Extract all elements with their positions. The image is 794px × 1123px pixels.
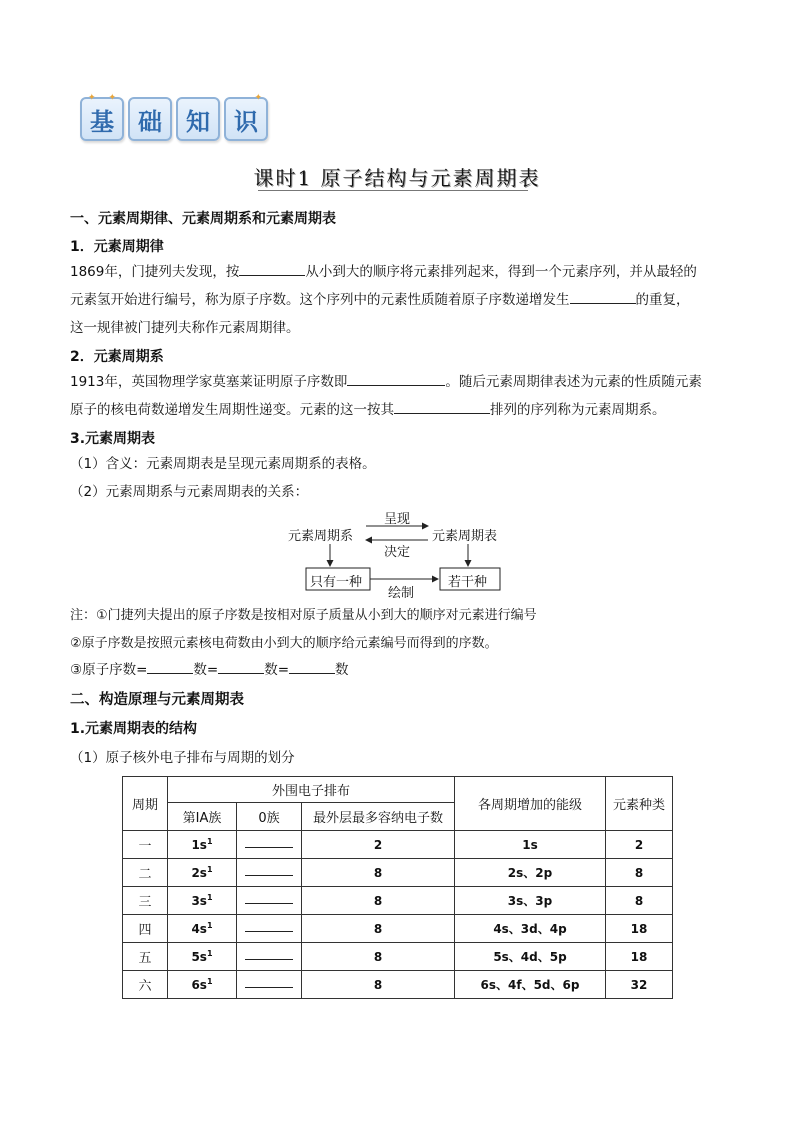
cell-max: 8	[302, 887, 455, 915]
cell-period: 五	[123, 943, 168, 971]
page-title: 课时1 原子结构与元素周期表	[253, 166, 541, 190]
cell-period: 三	[123, 887, 168, 915]
cell-zero-blank[interactable]	[237, 831, 302, 859]
cell-kinds: 32	[606, 971, 673, 999]
cell-ia: $2s^1$	[168, 859, 237, 887]
cell-max: 8	[302, 971, 455, 999]
cell-energy: 3s、3p	[455, 887, 606, 915]
label-present: 呈现	[384, 512, 411, 527]
title-underline	[258, 190, 528, 191]
fill-blank[interactable]	[289, 659, 335, 674]
note-1: 注：①门捷列夫提出的原子序数是按相对原子质量从小到大的顺序对元素进行编号	[70, 608, 537, 623]
banner-tile	[224, 93, 268, 141]
cell-ia: $1s^1$	[168, 831, 237, 859]
cell-kinds: 18	[606, 915, 673, 943]
banner-char: 础	[138, 107, 162, 136]
label-only-one: 只有一种	[310, 575, 363, 590]
cell-max: 2	[302, 831, 455, 859]
cell-max: 8	[302, 943, 455, 971]
cell-kinds: 18	[606, 943, 673, 971]
banner-char: 基	[90, 107, 114, 136]
cell-ia: $4s^1$	[168, 915, 237, 943]
fill-blank[interactable]	[218, 659, 264, 674]
paragraph-periodic-law: 1869年，门捷列夫发现，按 从小到大的顺序将元素排列起来，得到一个元素序列，并从最轻的 元素氢开始进行编号，称为原子序数。这个序列中的元素性质随着原子序数递增发生 的重复， 这一规律被门捷列夫称作元素周期律。	[70, 258, 730, 342]
section2-heading: 二、构造原理与元素周期表	[70, 692, 244, 708]
sparkle-icon: ✦	[254, 93, 262, 103]
fill-blank[interactable]	[239, 261, 305, 276]
banner-tile	[80, 93, 124, 141]
cell-ia: $5s^1$	[168, 943, 237, 971]
table-row	[123, 831, 673, 859]
label-periodic-system: 元素周期系	[288, 529, 354, 544]
label-periodic-table: 元素周期表	[432, 529, 498, 544]
cell-period: 四	[123, 915, 168, 943]
cell-zero-blank[interactable]	[237, 887, 302, 915]
cell-zero-blank[interactable]	[237, 943, 302, 971]
table-row	[123, 943, 673, 971]
cell-zero-blank[interactable]	[237, 915, 302, 943]
item-relationship: （2）元素周期系与元素周期表的关系：	[70, 484, 309, 500]
cell-energy: 6s、4f、5d、6p	[455, 971, 606, 999]
label-draw: 绘制	[388, 586, 415, 601]
sparkle-icon: ✦	[108, 93, 116, 103]
sub2-heading: 2．元素周期系	[70, 349, 164, 365]
table-row	[123, 971, 673, 999]
header-period: 周期	[123, 777, 168, 831]
note-2: ②原子序数是按照元素核电荷数由小到大的顺序给元素编号而得到的序数。	[70, 636, 498, 651]
section2-sub1: 1.元素周期表的结构	[70, 721, 198, 737]
cell-energy: 5s、4d、5p	[455, 943, 606, 971]
cell-energy: 4s、3d、4p	[455, 915, 606, 943]
table-row	[123, 859, 673, 887]
paragraph-periodic-system: 1913年，英国物理学家莫塞莱证明原子序数即 。随后元素周期律表述为元素的性质随元素 原子的核电荷数递增发生周期性递变。元素的这一按其 排列的序列称为元素周期系。	[70, 368, 730, 424]
header-kinds: 元素种类	[606, 777, 673, 831]
section1-heading: 一、元素周期律、元素周期系和元素周期表	[70, 211, 336, 227]
sparkle-icon: ✦	[88, 93, 96, 103]
cell-kinds: 2	[606, 831, 673, 859]
section-banner	[80, 93, 268, 143]
cell-energy: 1s	[455, 831, 606, 859]
cell-kinds: 8	[606, 887, 673, 915]
section2-item1: （1）原子核外电子排布与周期的划分	[70, 750, 295, 766]
cell-energy: 2s、2p	[455, 859, 606, 887]
relationship-diagram	[288, 506, 518, 601]
sub3-heading: 3.元素周期表	[70, 431, 156, 447]
item-definition: （1）含义：元素周期表是呈现元素周期系的表格。	[70, 456, 376, 472]
banner-tile	[176, 97, 220, 141]
header-max: 最外层最多容纳电子数	[302, 803, 455, 831]
fill-blank[interactable]	[147, 659, 193, 674]
cell-max: 8	[302, 915, 455, 943]
fill-blank[interactable]	[394, 399, 490, 414]
cell-max: 8	[302, 859, 455, 887]
note-3: ③原子序数= 数= 数= 数	[70, 656, 730, 684]
fill-blank[interactable]	[347, 371, 445, 386]
cell-period: 六	[123, 971, 168, 999]
banner-tile	[128, 97, 172, 141]
table-row	[123, 915, 673, 943]
header-ia: 第ⅠA族	[168, 803, 237, 831]
table-row	[123, 887, 673, 915]
fill-blank[interactable]	[570, 289, 636, 304]
cell-period: 二	[123, 859, 168, 887]
sub1-heading: 1．元素周期律	[70, 239, 164, 255]
cell-ia: $6s^1$	[168, 971, 237, 999]
banner-char: 知	[186, 107, 210, 136]
banner-char: 识	[234, 107, 258, 136]
cell-period: 一	[123, 831, 168, 859]
period-table	[122, 776, 673, 999]
cell-zero-blank[interactable]	[237, 971, 302, 999]
label-determine: 决定	[384, 545, 411, 560]
cell-kinds: 8	[606, 859, 673, 887]
header-energy: 各周期增加的能级	[455, 777, 606, 831]
cell-ia: $3s^1$	[168, 887, 237, 915]
label-several: 若干种	[448, 575, 488, 590]
header-outer: 外围电子排布	[168, 777, 455, 803]
header-zero: 0族	[237, 803, 302, 831]
cell-zero-blank[interactable]	[237, 859, 302, 887]
